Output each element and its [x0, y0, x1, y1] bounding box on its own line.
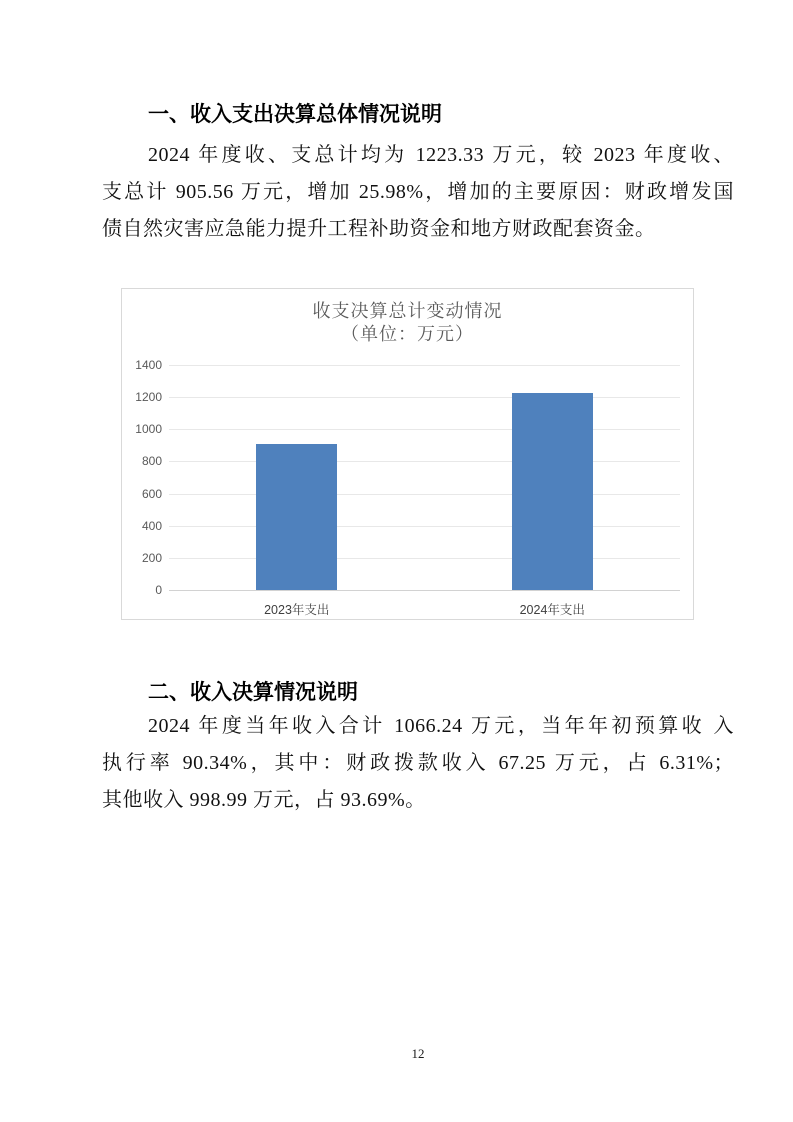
section1-paragraph — [102, 137, 734, 248]
bar-chart — [121, 288, 694, 620]
bar-2023年支出 — [256, 444, 337, 590]
chart-plot-area — [135, 358, 680, 617]
paragraph-line: 执行率 90.34%，其中：财政拨款收入 67.25 万元，占 6.31%； — [102, 752, 734, 774]
page-number: 12 — [411, 1046, 425, 1061]
x-axis-label: 2024年支出 — [519, 603, 585, 617]
section2-heading: 二、收入决算情况说明 — [148, 681, 358, 704]
paragraph-line: 债自然灾害应急能力提升工程补助资金和地方财政配套资金。 — [102, 218, 656, 240]
paragraph-line: 2024 年度当年收入合计 1066.24 万元，当年年初预算收 入 — [148, 715, 734, 737]
section2-paragraph — [102, 708, 734, 819]
chart-title: 收支决算总计变动情况 — [312, 301, 503, 321]
gridline — [169, 461, 680, 462]
gridline — [169, 365, 680, 366]
y-axis-tick-label: 400 — [141, 518, 162, 533]
bar-2024年支出 — [512, 393, 593, 590]
x-axis-label: 2023年支出 — [264, 603, 330, 617]
y-axis-tick-label: 800 — [141, 454, 162, 469]
paragraph-line: 其他收入 998.99 万元，占 93.69%。 — [102, 789, 426, 811]
gridline — [169, 590, 680, 591]
chart-subtitle: （单位：万元） — [341, 324, 474, 344]
paragraph-line: 2024 年度收、支总计均为 1223.33 万元，较 2023 年度收、 — [148, 144, 734, 166]
y-axis-tick-label: 600 — [141, 486, 162, 501]
gridline — [169, 558, 680, 559]
y-axis-tick-label: 1200 — [135, 390, 162, 405]
y-axis-tick-label: 1000 — [135, 422, 162, 437]
gridline — [169, 526, 680, 527]
gridline — [169, 494, 680, 495]
y-axis-tick-label: 200 — [141, 550, 162, 565]
section1-heading: 一、收入支出决算总体情况说明 — [148, 103, 442, 126]
gridline — [169, 397, 680, 398]
y-axis-tick-label: 0 — [155, 583, 162, 597]
y-axis-tick-label: 1400 — [135, 358, 162, 372]
gridline — [169, 429, 680, 430]
paragraph-line: 支总计 905.56 万元，增加 25.98%，增加的主要原因：财政增发国 — [102, 181, 734, 203]
